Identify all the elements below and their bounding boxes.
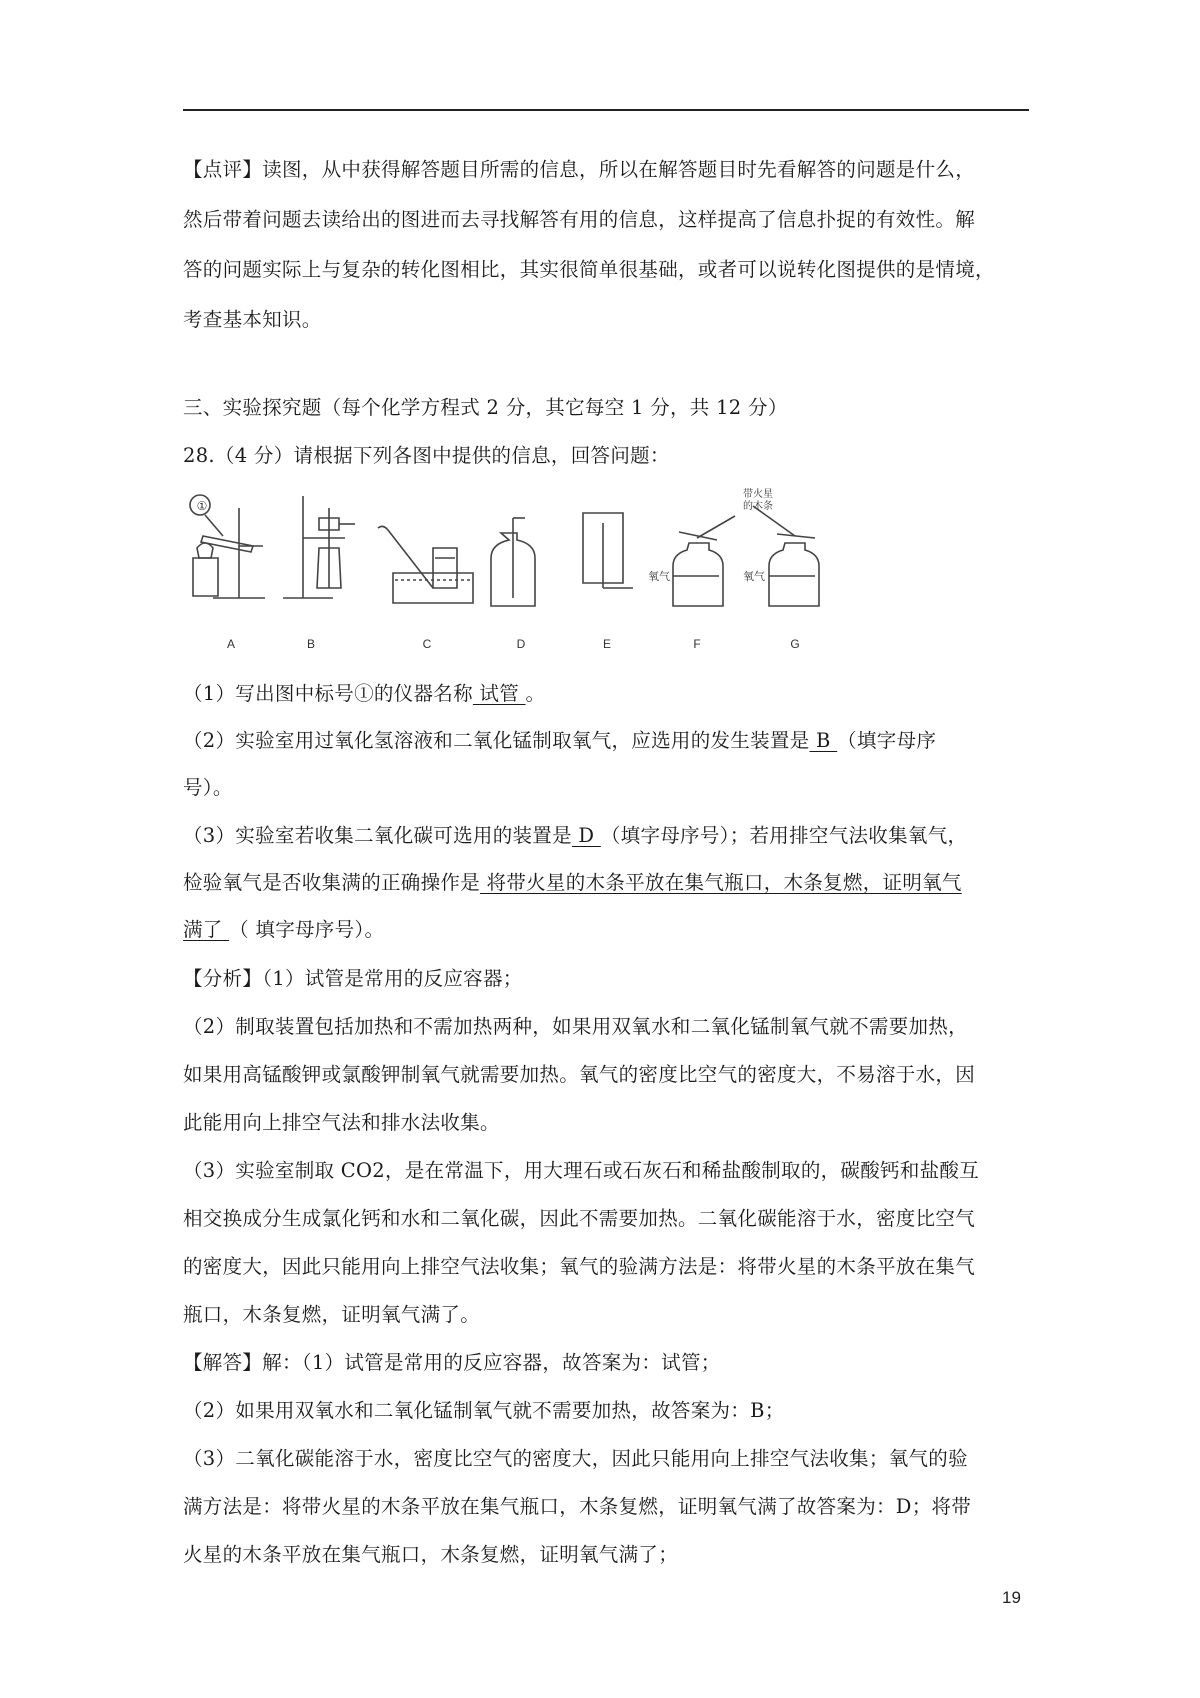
- analysis-line-1: 【分析】（1）试管是常用的反应容器；: [183, 967, 523, 990]
- label-b: B: [306, 637, 316, 651]
- q3-line2-prefix: 检验氧气是否收集满的正确操作是: [183, 871, 481, 894]
- label-c: C: [422, 637, 432, 651]
- apparatus-svg: [183, 488, 903, 658]
- analysis-line-4: 此能用向上排空气法和排水法收集。: [183, 1111, 500, 1134]
- splint-label-1: 带火星: [743, 489, 773, 500]
- page-number: 19: [1002, 1588, 1021, 1607]
- q2: [183, 727, 1033, 755]
- answer-line-1: 【解答】解：（1）试管是常用的反应容器，故答案为：试管；: [183, 1351, 721, 1374]
- q2-suffix: （填字母序: [837, 729, 937, 752]
- gas-label-f: 氧气: [648, 570, 670, 583]
- q3: [183, 822, 1033, 850]
- label-a: A: [226, 637, 236, 651]
- q3-line-2: [183, 869, 1033, 897]
- comment-line-3: 答的问题实际上与复杂的转化图相比，其实很简单很基础，或者可以说转化图提供的是情境，: [183, 258, 995, 281]
- q1: [183, 680, 1033, 708]
- apparatus-b: [283, 496, 355, 598]
- analysis-line-3: 如果用高锰酸钾或氯酸钾制氧气就需要加热。氧气的密度比空气的密度大，不易溶于水，因: [183, 1063, 976, 1086]
- comment-line-1: 【点评】读图，从中获得解答题目所需的信息，所以在解答题目时先看解答的问题是什么，: [183, 158, 976, 181]
- q1-suffix: 。: [525, 682, 546, 705]
- label-d: D: [516, 637, 526, 651]
- apparatus-f: [648, 516, 735, 606]
- comment-line-2: 然后带着问题去读给出的图进而去寻找解答有用的信息，这样提高了信息扑捉的有效性。解: [183, 208, 976, 231]
- apparatus-e: [583, 513, 633, 588]
- label-f: F: [693, 637, 701, 651]
- label-g: G: [790, 637, 800, 651]
- q3-line-3: [183, 916, 1033, 944]
- apparatus-figure: [183, 488, 903, 658]
- q3-prefix: （3）实验室若收集二氧化碳可选用的装置是: [183, 824, 572, 847]
- gas-label-g: 氧气: [743, 570, 765, 583]
- marker-1: ①: [196, 499, 208, 513]
- apparatus-g: [743, 488, 819, 606]
- q1-answer: 试管: [472, 682, 526, 705]
- analysis-line-5: （3）实验室制取 CO2，是在常温下，用大理石或石灰石和稀盐酸制取的，碳酸钙和盐酸互: [183, 1159, 980, 1182]
- answer-line-2: （2）如果用双氧水和二氧化锰制氧气就不需要加热，故答案为：B；: [183, 1399, 785, 1422]
- comment-line-4: 考查基本知识。: [183, 308, 322, 331]
- apparatus-a: [190, 495, 265, 598]
- q2-line-2: 号）。: [183, 776, 233, 799]
- analysis-line-7: 的密度大，因此只能用向上排空气法收集；氧气的验满方法是：将带火星的木条平放在集气: [183, 1255, 976, 1278]
- q3-line2-answer: 将带火星的木条平放在集气瓶口，木条复燃，证明氧气: [480, 871, 962, 894]
- apparatus-c: [378, 526, 473, 603]
- q2-answer: B: [809, 729, 838, 752]
- q3-line3-answer: 满了: [183, 918, 230, 941]
- answer-line-3: （3）二氧化碳能溶于水，密度比空气的密度大，因此只能用向上排空气法收集；氧气的验: [183, 1447, 968, 1470]
- q2-prefix: （2）实验室用过氧化氢溶液和二氧化锰制取氧气，应选用的发生装置是: [183, 729, 810, 752]
- analysis-line-8: 瓶口，木条复燃，证明氧气满了。: [183, 1303, 481, 1326]
- splint-label-2: 的木条: [743, 501, 773, 512]
- q3-answer: D: [571, 824, 601, 847]
- analysis-line-2: （2）制取装置包括加热和不需加热两种，如果用双氧水和二氧化锰制氧气就不需要加热，: [183, 1015, 968, 1038]
- label-e: E: [602, 637, 612, 651]
- answer-line-5: 火星的木条平放在集气瓶口，木条复燃，证明氧气满了；: [183, 1543, 679, 1566]
- answer-line-4: 满方法是：将带火星的木条平放在集气瓶口，木条复燃，证明氧气满了故答案为：D；将带: [183, 1495, 972, 1518]
- q1-prefix: （1）写出图中标号①的仪器名称: [183, 682, 473, 705]
- question-stem: 28.（4 分）请根据下列各图中提供的信息，回答问题：: [183, 444, 670, 467]
- apparatus-d: [491, 518, 535, 606]
- q3-suffix: （填字母序号）；若用排空气法收集氧气，: [600, 824, 968, 847]
- analysis-line-6: 相交换成分生成氯化钙和水和二氧化碳，因此不需要加热。二氧化碳能溶于水，密度比空气: [183, 1207, 976, 1230]
- q3-line3-suffix: （ 填字母序号）。: [229, 918, 385, 941]
- section-title: 三、实验探究题（每个化学方程式 2 分，其它每空 1 分，共 12 分）: [183, 396, 788, 419]
- header-rule: [183, 109, 1029, 111]
